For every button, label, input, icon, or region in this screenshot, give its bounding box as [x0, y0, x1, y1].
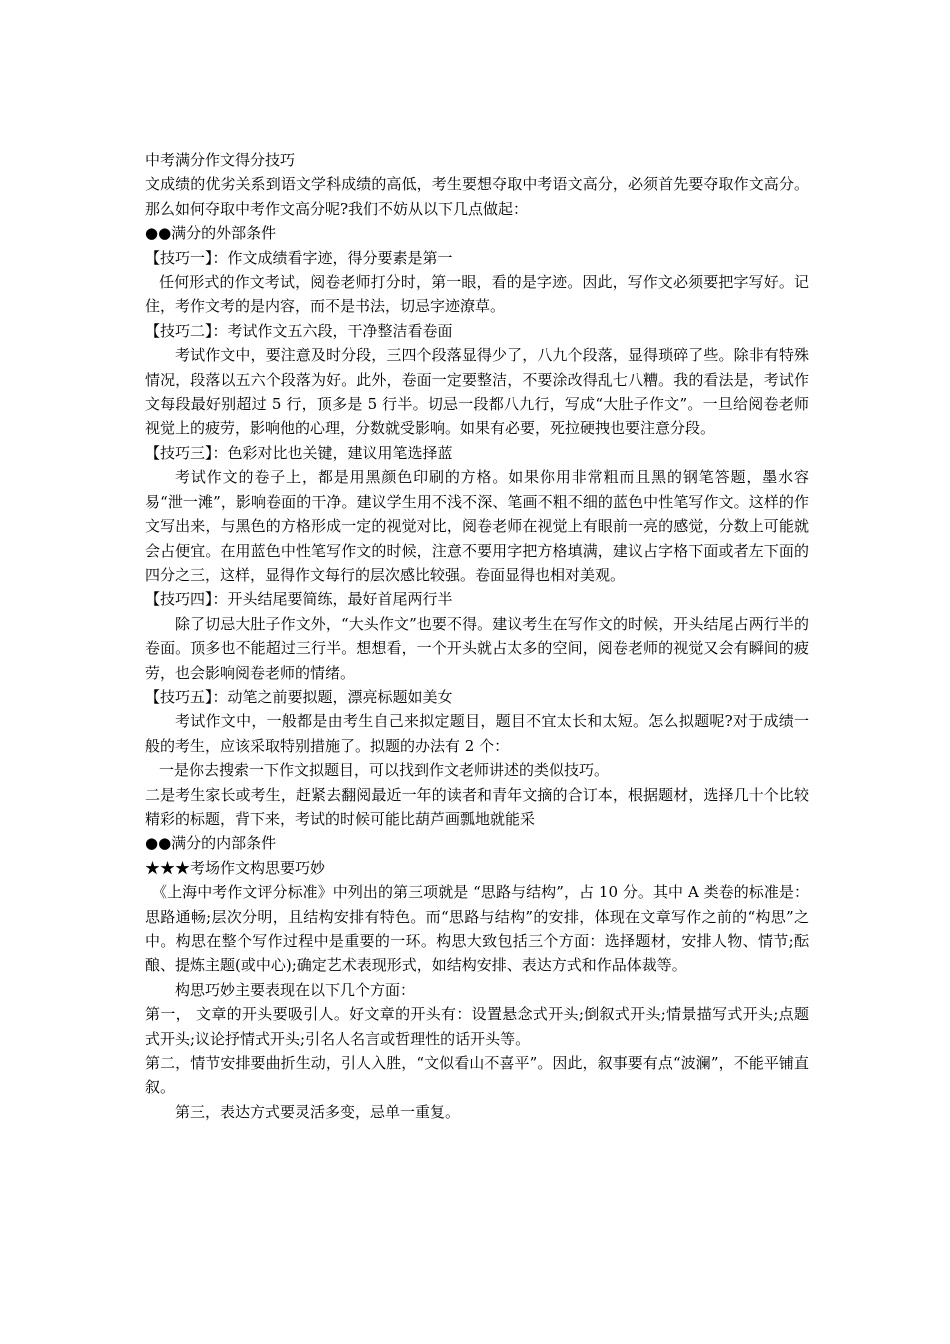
tip-heading-2: 【技巧二】：考试作文五六段，干净整洁看卷面 [145, 321, 453, 340]
tip-method-2: 二是考生家长或考生，赶紧去翻阅最近一年的读者和青年文摘的合订本，根据题材，选择几十个比较精彩的标题，背下来，考试的时候可能比葫芦画瓢地就能采 [145, 785, 809, 828]
tip-heading-5: 【技巧五】：动笔之前要拟题，漂亮标题如美女 [145, 687, 453, 706]
point-second: 第二，情节安排要曲折生动，引人入胜，“文似看山不喜平”。因此，叙事要有点“波澜”，不能平铺直叙。 [145, 1054, 809, 1097]
tip-body-2: 考试作文中，要注意及时分段，三四个段落显得少了，八九个段落，显得琐碎了些。除非有特殊情况，段落以五六个段落为好。此外，卷面一定要整洁，不要涂改得乱七八糟。我的看法是，考试作文每段最好别超过 5 行，顶多是 5 行半。切忌一段都八九行，写成“大肚子作文”。一旦给阅卷老师视觉上的疲劳，影响他的心理，分数就受影响。如果有必要，死拉硬拽也要注意分段。 [145, 346, 809, 438]
tip-heading-3: 【技巧三】：色彩对比也关键，建议用笔选择蓝 [145, 443, 453, 462]
tip-heading-4: 【技巧四】：开头结尾要简练，最好首尾两行半 [145, 590, 453, 609]
point-third: 第三，表达方式要灵活多变，忌单一重复。 [175, 1102, 461, 1121]
subsection-heading-structure: ★★★考场作文构思要巧妙 [145, 858, 326, 877]
tip-heading-1: 【技巧一】：作文成绩看字迹，得分要素是第一 [145, 248, 453, 267]
document-title: 中考满分作文得分技巧 [145, 151, 296, 169]
intro-paragraph: 文成绩的优劣关系到语文学科成绩的高低，考生要想夺取中考语文高分，必须首先要夺取作文高分。那么如何夺取中考作文高分呢?我们不妨从以下几点做起： [145, 175, 809, 218]
tip-body-3: 考试作文的卷子上，都是用黑颜色印刷的方格。如果你用非常粗而且黑的钢笔答题，墨水容易“泄一滩”，影响卷面的干净。建议学生用不浅不深、笔画不粗不细的蓝色中性笔写作文。这样的作文写出来，与黑色的方格形成一定的视觉对比，阅卷老师在视觉上有眼前一亮的感觉，分数上可能就会占便宜。在用蓝色中性笔写作文的时候，注意不要用字把方格填满，建议占字格下面或者左下面的四分之三，这样，显得作文每行的层次感比较强。卷面显得也相对美观。 [145, 468, 809, 584]
tip-method-1: 一是你去搜索一下作文拟题目，可以找到作文老师讲述的类似技巧。 [159, 761, 610, 780]
tip-body-1: 任何形式的作文考试，阅卷老师打分时，第一眼，看的是字迹。因此，写作文必须要把字写好。记住，考作文考的是内容，而不是书法，切忌字迹潦草。 [145, 273, 809, 316]
section-heading-internal: ●●满分的内部条件 [145, 834, 277, 853]
tip-body-4: 除了切忌大肚子作文外，“大头作文”也要不得。建议考生在写作文的时候，开头结尾占两行半的卷面。顶多也不能超过三行半。想想看，一个开头就占太多的空间，阅卷老师的视觉又会有瞬间的疲劳，也会影响阅卷老师的情绪。 [145, 614, 809, 682]
document-body [145, 148, 809, 1124]
section-heading-external: ●●满分的外部条件 [145, 224, 277, 243]
point-first: 第一， 文章的开头要吸引人。好文章的开头有：设置悬念式开头;倒叙式开头;情景描写式开头;点题式开头;议论抒情式开头;引名人名言或哲理性的话开头等。 [145, 1005, 809, 1048]
structure-paragraph: 《上海中考作文评分标准》中列出的第三项就是 “思路与结构”，占 10 分。其中 A 类卷的标准是：思路通畅;层次分明，且结构安排有特色。而“思路与结构”的安排，体现在文章写作之前的“构思”之中。构思在整个写作过程中是重要的一环。构思大致包括三个方面：选择题材，安排人物、情节;酝酿、提炼主题(或中心);确定艺术表现形式，如结构安排、表达方式和作品体裁等。 [145, 883, 809, 975]
structure-intro-line: 构思巧妙主要表现在以下几个方面： [175, 980, 416, 999]
tip-body-5: 考试作文中，一般都是由考生自己来拟定题目，题目不宜太长和太短。怎么拟题呢?对于成绩一般的考生，应该采取特别措施了。拟题的办法有 2 个： [145, 712, 809, 755]
